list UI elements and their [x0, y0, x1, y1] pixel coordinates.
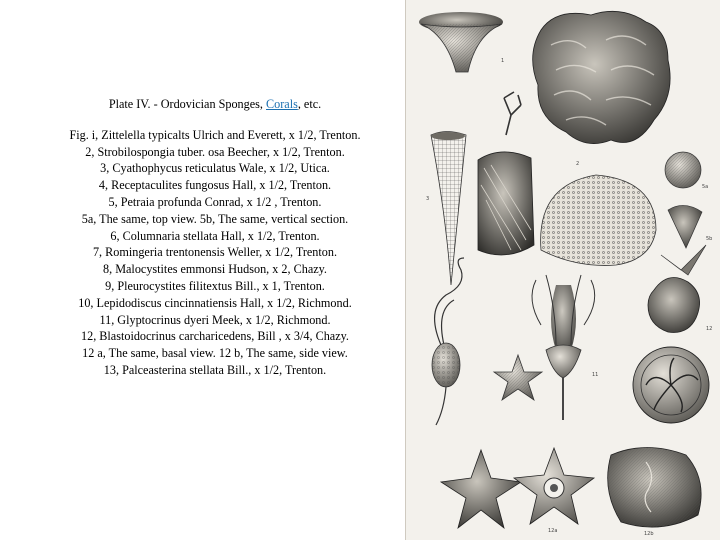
caption-title-prefix: Plate IV. - Ordovician Sponges,	[108, 97, 266, 111]
fig1-goblet-sponge	[419, 12, 503, 72]
caption-line: 10, Lepidodiscus cincinnatiensis Hall, x 1/2, Richmond.	[78, 295, 352, 310]
caption-line: 4, Receptaculites fungosus Hall, x 1/2, Trenton.	[98, 178, 332, 193]
plate-label: 3	[426, 196, 430, 202]
caption-title	[30, 96, 400, 113]
caption-line: 2, Strobilospongia tuber. osa Beecher, x 1/2, Trenton.	[85, 144, 345, 159]
fig7-romingeria-dome	[541, 175, 656, 265]
plate-label: 12b	[644, 531, 654, 537]
fig10-lepidodiscus	[633, 347, 709, 423]
fig12-basal-star	[441, 450, 521, 528]
plate-label: 11	[592, 372, 599, 378]
caption-line: 12 a, The same, basal view. 12 b, The same, side view.	[82, 346, 348, 361]
fig-branching-coral	[504, 92, 521, 135]
plate-label: 2	[576, 161, 580, 167]
fig9-pleurocystites	[432, 258, 464, 425]
fig-boomerang-fragment	[661, 245, 706, 275]
caption-line: 13, Palceasterina stellata Bill., x 1/2, Trenton.	[103, 362, 327, 377]
fig12b-side-view	[608, 448, 701, 528]
caption-line: 6, Columnaria stellata Hall, x 1/2, Trenton.	[110, 228, 320, 243]
corals-link[interactable]: Corals	[266, 97, 298, 111]
caption-line: 9, Pleurocystites filitextus Bill., x 1, Trenton.	[105, 278, 325, 293]
fig3-cyathophycus-cone	[431, 132, 466, 286]
fig13-palaeasterina-star	[494, 355, 542, 400]
plate-label: 12	[706, 326, 713, 332]
fig11-glyptocrinus	[532, 275, 595, 420]
fossil-plate-illustration	[405, 0, 720, 540]
fig5b-petraia-section	[668, 205, 702, 248]
caption-line: 3, Cyathophycus reticulatus Wale, x 1/2, Utica.	[100, 161, 330, 176]
plate-label: 5a	[702, 184, 709, 190]
fossil-plate-drawing	[406, 0, 720, 540]
plate-label: 5b	[706, 236, 713, 242]
caption-line: 12, Blastoidocrinus carcharicedens, Bill , x 3/4, Chazy.	[81, 329, 349, 344]
plate-label: 12a	[548, 528, 558, 534]
fig12-blastoidocrinus	[648, 278, 700, 333]
fig6-columnaria	[478, 152, 534, 255]
caption-line: 8, Malocystites emmonsi Hudson, x 2, Chazy.	[103, 262, 327, 277]
plate-caption	[30, 96, 400, 379]
fig12a-basal-view	[514, 448, 594, 524]
fig5a-petraia-top	[665, 152, 701, 188]
fig2-strobilospongia	[533, 11, 670, 143]
plate-label: 1	[501, 58, 505, 64]
caption-line: 5, Petraia profunda Conrad, x 1/2 , Trenton.	[108, 194, 322, 209]
caption-line: 5a, The same, top view. 5b, The same, vertical section.	[81, 211, 349, 226]
caption-line: 7, Romingeria trentonensis Weller, x 1/2, Trenton.	[92, 245, 338, 260]
caption-title-suffix: , etc.	[297, 97, 322, 111]
caption-line: 11, Glyptocrinus dyeri Meek, x 1/2, Richmond.	[99, 312, 331, 327]
caption-line: Fig. i, Zittelella typicalts Ulrich and Everett, x 1/2, Trenton.	[69, 127, 361, 142]
